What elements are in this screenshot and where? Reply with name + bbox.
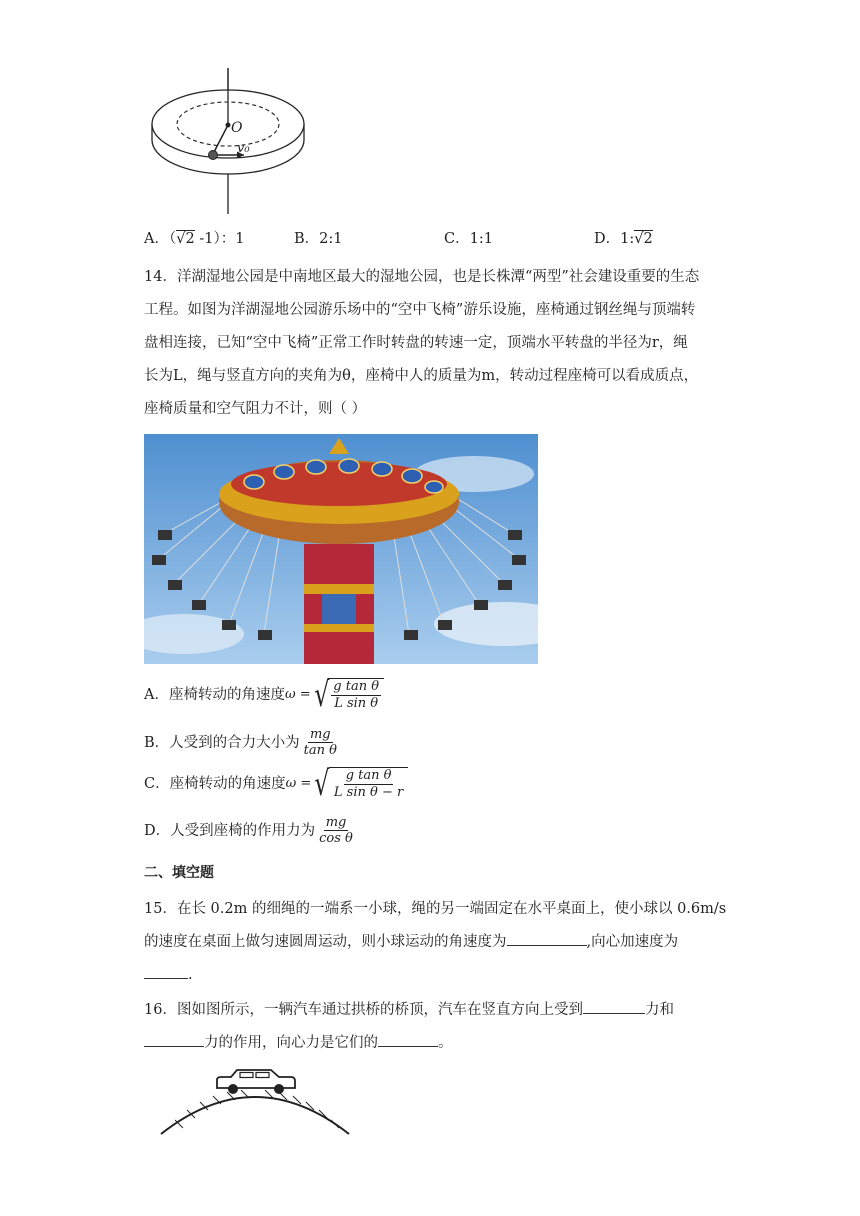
turntable-figure: [140, 68, 320, 218]
answer-blank-force-1[interactable]: [583, 999, 645, 1014]
answer-blank-centripetal[interactable]: [378, 1032, 438, 1047]
sqrt-symbol: √2: [176, 231, 195, 247]
fraction: $\frac{mg}{\text{cos θ}}$: [319, 815, 353, 846]
q14-line-2: 工程。如图为洋湖湿地公园游乐场中的“空中飞椅”游乐设施，座椅通过钢丝绳与顶端转: [144, 302, 696, 318]
swing-ride-photo: [144, 434, 538, 664]
q13-option-d: D．1:√2: [594, 231, 653, 247]
q14-line-5: 座椅质量和空气阻力不计，则（ ）: [144, 401, 367, 417]
center-point: [226, 123, 231, 128]
q15-line-2: 的速度在桌面上做匀速圆周运动，则小球运动的角速度为 ,向心加速度为: [144, 930, 678, 951]
q15-line-3: .: [144, 964, 193, 983]
q14-option-a: A． 座椅转动的角速度 ω = √ $\frac{\text{g tan θ}}{\text{L sin θ}}$: [144, 678, 384, 712]
q14-line-3: 盘相连接，已知“空中飞椅”正常工作时转盘的转速一定，顶端水平转盘的半径为r，绳: [144, 335, 688, 351]
q14-line-4: 长为L，绳与竖直方向的夹角为θ，座椅中人的质量为m，转动过程座椅可以看成质点，: [144, 368, 699, 384]
q13-option-a: A．（√2 -1）：1: [144, 231, 245, 247]
q16-line-2: 力的作用，向心力是它们的 。: [144, 1031, 453, 1052]
car-icon: [217, 1070, 295, 1094]
q13-option-c: C．1:1: [444, 231, 493, 247]
label-v0: v₀: [237, 141, 250, 156]
q15-line-1: 15．在长 0.2m 的细绳的一端系一小球，绳的另一端固定在水平桌面上，使小球以 0.6m/s: [144, 901, 727, 917]
q14-line-1: 14．洋湖湿地公园是中南地区最大的湿地公园，也是长株潭“两型”社会建设重要的生态: [144, 269, 700, 285]
sqrt-expression: √ $\frac{\text{g tan θ}}{\text{L sin θ}}$: [311, 678, 384, 712]
fraction: $\frac{mg}{\text{tan θ}}$: [303, 727, 337, 758]
q13-option-b: B．2:1: [294, 231, 343, 247]
q14-option-d: D． 人受到座椅的作用力为 $\frac{mg}{\text{cos θ}}$: [144, 815, 353, 846]
answer-blank-force-2[interactable]: [144, 1032, 204, 1047]
answer-blank-centripetal-acceleration[interactable]: [144, 964, 188, 979]
small-ball: [209, 151, 218, 160]
section-title: 二、填空题: [144, 865, 214, 881]
sqrt-symbol: √2: [634, 231, 653, 247]
answer-blank-angular-velocity[interactable]: [507, 931, 587, 946]
option-letter: A．: [144, 231, 169, 247]
sqrt-expression: √ $\frac{\text{g tan θ}}{\text{L sin θ − r}}$: [311, 767, 408, 801]
bridge-arch: [161, 1097, 349, 1134]
arch-bridge-figure: [155, 1064, 355, 1144]
q14-option-c: C． 座椅转动的角速度 ω = √ $\frac{\text{g tan θ}}{\text{L sin θ − r}}$: [144, 767, 408, 801]
q16-line-1: 16．图如图所示，一辆汽车通过拱桥的桥顶，汽车在竖直方向上受到 力和: [144, 998, 674, 1019]
label-o: O: [231, 120, 243, 136]
q14-option-b: B． 人受到的合力大小为 $\frac{mg}{\text{tan θ}}$: [144, 727, 337, 758]
